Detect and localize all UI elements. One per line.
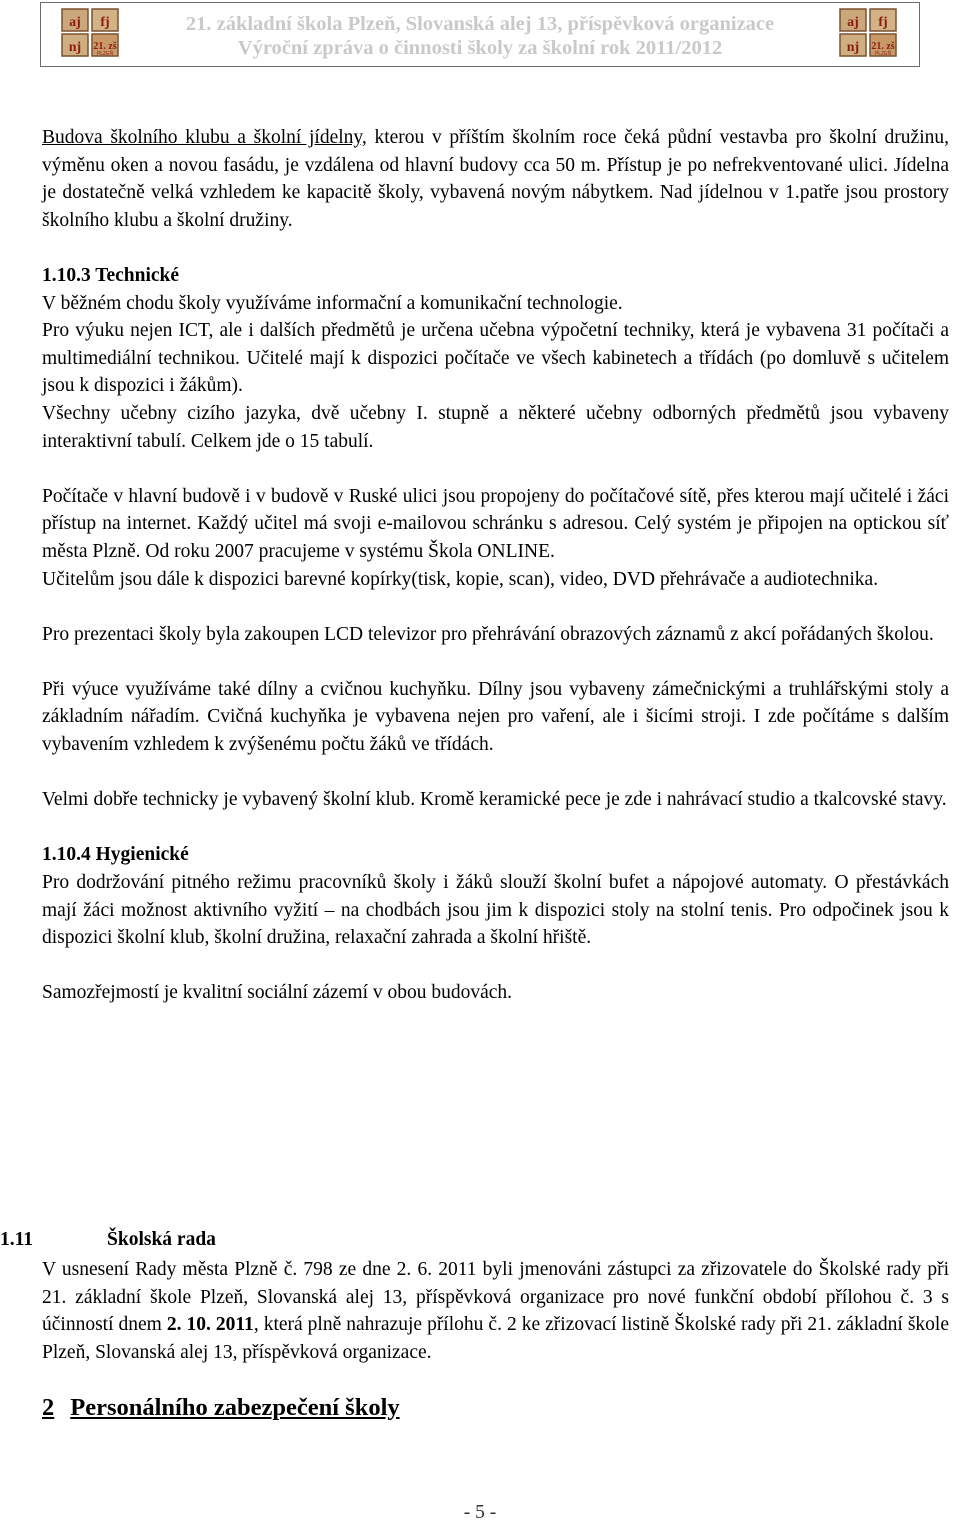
chapter-2-number: 2 [42,1394,55,1421]
document-body [42,124,949,1007]
council-text-b: , která plně nahrazuje přílohu č. 2 ke zřizovací listině Školské rady při 21. základní škole Plzeň, Slovanská alej 13, příspěvková organizace. [42,1314,949,1363]
logo-tile-21zs: 21. zš [871,41,895,52]
paragraph-school-council [42,1256,949,1366]
header-title-line1: 21. základní škola Plzeň, Slovanská alej 13, příspěvková organizace [185,13,775,35]
logo-tile-fj: fj [878,15,888,30]
paragraph-hygiene: Pro dodržování pitného režimu pracovníků školy i žáků slouží školní bufet a nápojové automaty. O přestávkách mají žáci možnost aktivního vyžití – na chodbách jsou jim k dispozici stoly na stolní tenis. Pro odpočinek jsou k dispozici školní klub, školní družina, relaxační zahrada a školní hřiště. [42,872,949,949]
chapter-2-title: Personálního zabezpečení školy [70,1394,400,1421]
heading-1-10-4: 1.10.4 Hygienické [42,844,189,866]
paragraph-workshops: Při výuce využíváme také dílny a cvičnou kuchyňku. Dílny jsou vybaveny zámečnickými a truhlářskými stoly a základním nářadím. Cvičná kuchyňka je vybavena nejen pro vaření, ale i šicími stroji. I zde počítáme s dalším vybavením vzhledem k zvýšenému počtu žáků ve třídách. [42,678,949,756]
paragraph-equipment: Učitelům jsou dále k dispozici barevné kopírky(tisk, kopie, scan), video, DVD přehrávače a audiotechnika. [42,568,879,590]
logo-tile-aj: aj [847,15,859,30]
header-title-line2: Výroční zpráva o činnosti školy za školní rok 2011/2012 [237,37,723,59]
heading-chapter-2 [42,1394,400,1422]
heading-1-11-title: Školská rada [107,1229,216,1250]
council-date: 2. 10. 2011 [166,1314,254,1336]
logo-tile-nj: nj [68,40,82,55]
logo-tile-aj: aj [69,15,81,30]
page-number: - 5 - [463,1502,497,1523]
logo-city-label: PLZEŇ [96,51,114,57]
building-lead: Budova školního klubu a školní jídelny, [42,127,367,148]
header-title [151,12,809,60]
paragraph-building [42,124,949,234]
paragraph-lcd: Pro prezentaci školy byla zakoupen LCD televizor pro přehrávání obrazových záznamů z akcí pořádaných školou. [42,623,934,645]
heading-1-11-number: 1.11 [0,1229,34,1250]
building-text: kterou v příštím školním roce čeká půdní vestavba pro školní družinu, výměnu oken a novou fasádu, je vzdálena od hlavní budovy cca 50 m. Přístup je po nefrekventované ulici. Jídelna je dostatečně velká vzhledem ke kapacitě školy, vybavená novým nábytkem. Nad jídelnou v 1.patře jsou prostory školního klubu a školní družiny. [42,127,949,231]
school-logo-icon [837,7,901,63]
paragraph-interactive-boards: Všechny učebny cizího jazyka, dvě učebny I. stupně a některé učebny odborných předmětů jsou vybaveny interaktivní tabulí. Celkem jde o 15 tabulí. [42,402,949,452]
paragraph-computer-room: Pro výuku nejen ICT, ale i dalších předmětů je určena učebna výpočetní techniky, která je vybavena 31 počítači a multimediální technikou. Učitelé mají k dispozici počítače ve všech kabinetech a třídách (po domluvě s učitelem jsou k dispozici i žákům). [42,320,949,397]
school-logo-icon [59,7,123,63]
page-header [40,2,920,67]
paragraph-facilities: Samozřejmostí je kvalitní sociální zázemí v obou budovách. [42,982,513,1004]
logo-tile-nj: nj [846,40,860,55]
paragraph-ict: V běžném chodu školy využíváme informační a komunikační technologie. [42,292,623,314]
paragraph-network: Počítače v hlavní budově i v budově v Ruské ulici jsou propojeny do počítačové sítě, přes kterou mají učitelé i žáci přístup na internet. Každý učitel má svoji e-mailovou schránku s adresou. Celý systém je připojen na optickou síť města Plzně. Od roku 2007 pracujeme v systému Škola ONLINE. [42,485,949,562]
paragraph-club: Velmi dobře technicky je vybavený školní klub. Kromě keramické pece je zde i nahrávací studio a tkalcovské stavy. [42,789,947,811]
logo-tile-fj: fj [100,15,110,30]
council-text-a: V usnesení Rady města Plzně č. 798 ze dne 2. 6. 2011 byli jmenováni zástupci za zřizovatele do Školské rady při 21. základní škole Plzeň, Slovanská alej 13, příspěvková organizace pro nové funkční období přílohou č. 3 s účinností dnem [42,1259,949,1336]
logo-tile-21zs: 21. zš [93,41,117,52]
logo-city-label: PLZEŇ [874,51,892,57]
heading-1-10-3: 1.10.3 Technické [42,264,180,286]
